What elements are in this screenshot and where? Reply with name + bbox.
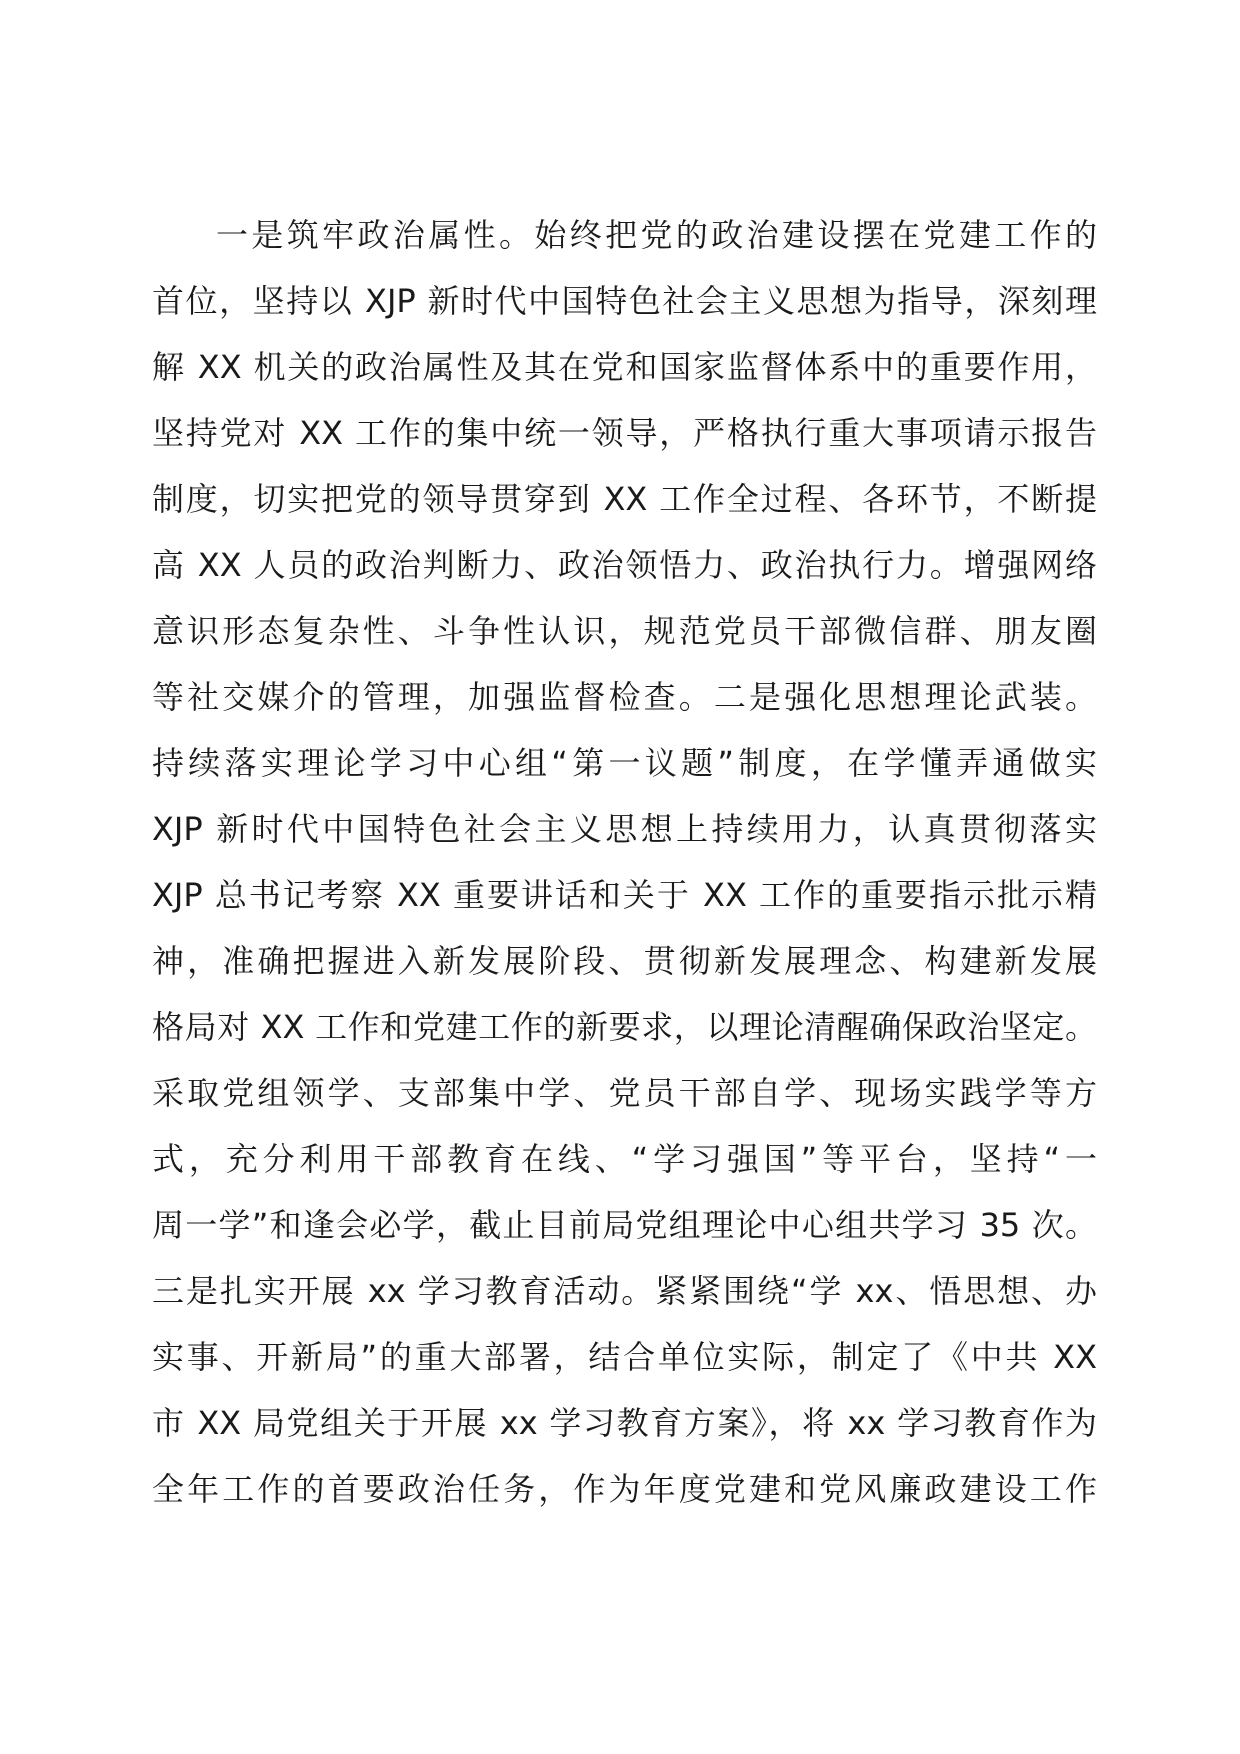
text-line: 周一学”和逢会必学，截止目前局党组理论中心组共学习 35 次。 (152, 1206, 1097, 1244)
text-line: 实事、开新局”的重大部署，结合单位实际，制定了《中共 XX (152, 1338, 1097, 1376)
text-line: 三是扎实开展 xx 学习教育活动。紧紧围绕“学 xx、悟思想、办 (152, 1272, 1097, 1310)
text-line: 格局对 XX 工作和党建工作的新要求，以理论清醒确保政治坚定。 (152, 1008, 1097, 1046)
text-line: 制度，切实把党的领导贯穿到 XX 工作全过程、各环节，不断提 (152, 480, 1097, 518)
text-line: XJP 新时代中国特色社会主义思想上持续用力，认真贯彻落实 (152, 810, 1097, 848)
text-line: 高 XX 人员的政治判断力、政治领悟力、政治执行力。增强网络 (152, 546, 1097, 584)
text-line: 持续落实理论学习中心组“第一议题”制度，在学懂弄通做实 (152, 744, 1097, 782)
text-line: 采取党组领学、支部集中学、党员干部自学、现场实践学等方 (152, 1074, 1097, 1112)
text-line: 神，准确把握进入新发展阶段、贯彻新发展理念、构建新发展 (152, 942, 1097, 980)
text-line: 式，充分利用干部教育在线、“学习强国”等平台，坚持“一 (152, 1140, 1097, 1178)
text-line: 坚持党对 XX 工作的集中统一领导，严格执行重大事项请示报告 (152, 414, 1097, 452)
text-line: 首位，坚持以 XJP 新时代中国特色社会主义思想为指导，深刻理 (152, 282, 1097, 320)
text-line: 全年工作的首要政治任务，作为年度党建和党风廉政建设工作 (152, 1470, 1097, 1508)
text-line: 等社交媒介的管理，加强监督检查。二是强化思想理论武装。 (152, 678, 1097, 716)
text-line: 解 XX 机关的政治属性及其在党和国家监督体系中的重要作用， (152, 348, 1097, 386)
text-line: 意识形态复杂性、斗争性认识，规范党员干部微信群、朋友圈 (152, 612, 1097, 650)
text-line: 市 XX 局党组关于开展 xx 学习教育方案》，将 xx 学习教育作为 (152, 1404, 1097, 1442)
text-line: XJP 总书记考察 XX 重要讲话和关于 XX 工作的重要指示批示精 (152, 876, 1097, 914)
text-line: 一是筑牢政治属性。始终把党的政治建设摆在党建工作的 (216, 216, 1097, 254)
body-text (152, 202, 1097, 1522)
